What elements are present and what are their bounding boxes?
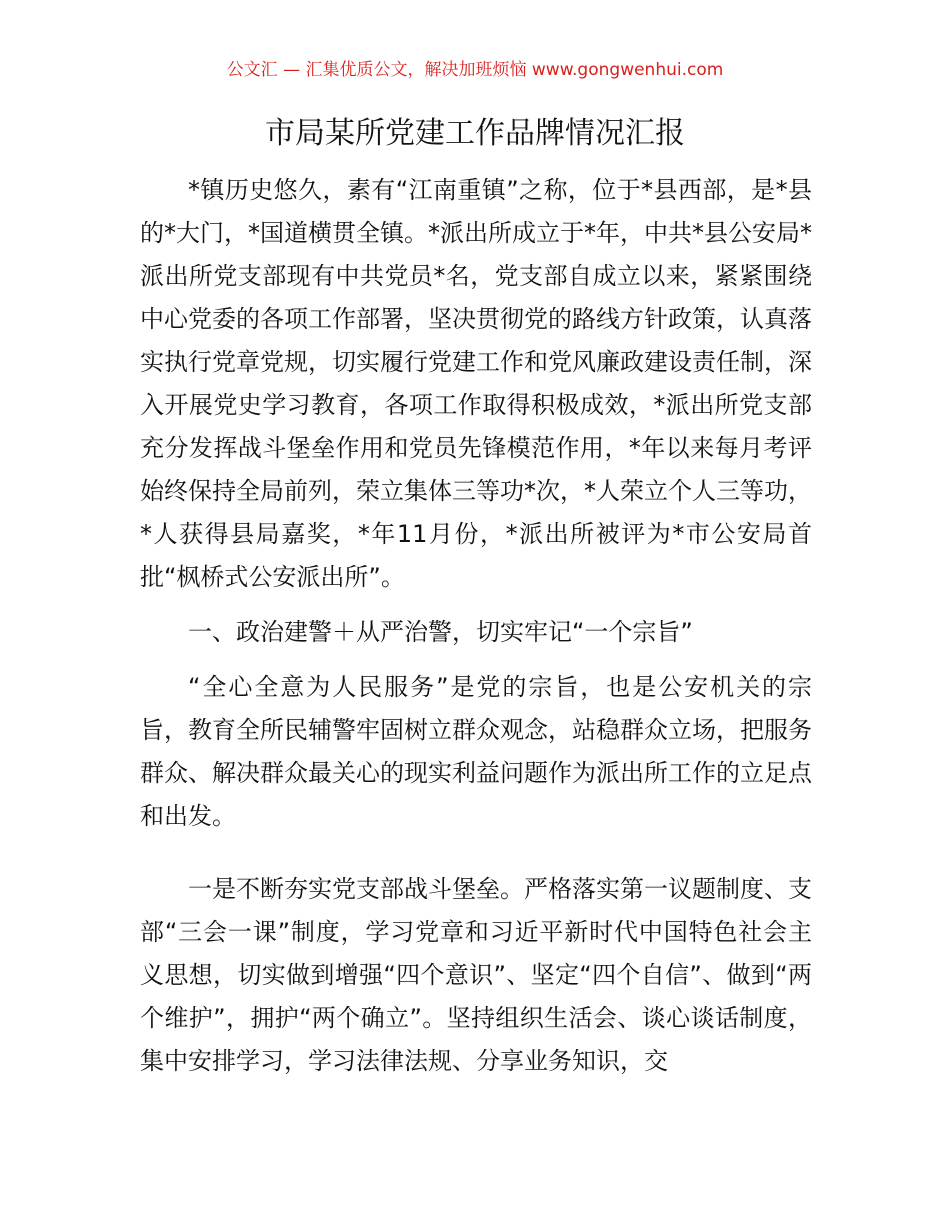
site-banner: 公文汇 — 汇集优质公文，解决加班烦恼 www.gongwenhui.com [226, 60, 724, 80]
page-title: 市局某所党建工作品牌情况汇报 [265, 116, 685, 151]
section-heading: 一、政治建警＋从严治警，切实牢记“一个宗旨” [188, 618, 693, 646]
paragraph-intro: *镇历史悠久，素有“江南重镇”之称，位于*县西部，是*县的*大门，*国道横贯全镇。*派出所成立于*年，中共*县公安局*派出所党支部现有中共党员*名，党支部自成立以来，紧紧围绕中心党委的各项工作部署，坚决贯彻党的路线方针政策，认真落实执行党章党规，切实履行党建工作和党风廉政建设责任制，深入开展党史学习教育，各项工作取得积极成效，*派出所党支部充分发挥战斗堡垒作用和党员先锋模范作用，*年以来每月考评始终保持全局前列，荣立集体三等功*次，*人荣立个人三等功，*人获得县局嘉奖，*年11月份，*派出所被评为*市公安局首批“枫桥式公安派出所”。 [140, 176, 812, 591]
paragraph-purpose: “全心全意为人民服务”是党的宗旨，也是公安机关的宗旨，教育全所民辅警牢固树立群众观念，站稳群众立场，把服务群众、解决群众最关心的现实利益问题作为派出所工作的立足点和出发。 [140, 673, 812, 830]
paragraph-party-branch: 一是不断夯实党支部战斗堡垒。严格落实第一议题制度、支部“三会一课”制度，学习党章和习近平新时代中国特色社会主义思想，切实做到增强“四个意识”、坚定“四个自信”、做到“两个维护”，拥护“两个确立”。坚持组织生活会、谈心谈话制度，集中安排学习，学习法律法规、分享业务知识，交 [140, 875, 812, 1075]
document-body [140, 169, 812, 1083]
